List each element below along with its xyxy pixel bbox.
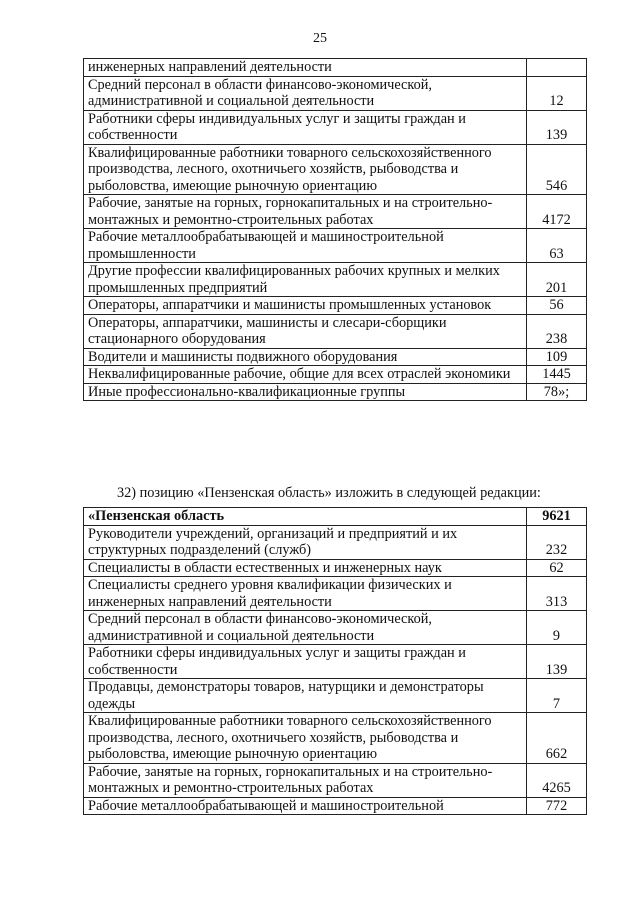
row-label: Неквалифицированные рабочие, общие для всех отраслей экономики <box>84 366 527 384</box>
amendment-paragraph: 32) позицию «Пензенская область» изложить в следующей редакции: <box>117 485 541 501</box>
region-name: «Пензенская область <box>84 508 527 526</box>
row-label: Специалисты среднего уровня квалификации физических и инженерных направлений деятельности <box>84 577 527 611</box>
table-row <box>84 263 587 297</box>
row-label: Квалифицированные работники товарного сельскохозяйственного производства, лесного, охотничьего хозяйств, рыбоводства и рыболовства, имеющие рыночную ориентацию <box>84 144 527 195</box>
row-value: 313 <box>527 577 587 611</box>
row-label: Работники сферы индивидуальных услуг и защиты граждан и собственности <box>84 110 527 144</box>
occupations-table-continued <box>83 58 587 401</box>
table-row <box>84 314 587 348</box>
row-label: Продавцы, демонстраторы товаров, натурщики и демонстраторы одежды <box>84 679 527 713</box>
table-row <box>84 383 587 401</box>
row-value: 139 <box>527 645 587 679</box>
table-row <box>84 645 587 679</box>
row-label: Операторы, аппаратчики и машинисты промышленных установок <box>84 297 527 315</box>
row-value: 232 <box>527 525 587 559</box>
row-label: Средний персонал в области финансово-экономической, административной и социальной деятельности <box>84 611 527 645</box>
table-row <box>84 577 587 611</box>
table-row <box>84 59 587 77</box>
row-label: Рабочие, занятые на горных, горнокапитальных и на строительно-монтажных и ремонтно-строительных работах <box>84 195 527 229</box>
row-value: 139 <box>527 110 587 144</box>
row-value: 78»; <box>527 383 587 401</box>
table-row <box>84 611 587 645</box>
row-label: Другие профессии квалифицированных рабочих крупных и мелких промышленных предприятий <box>84 263 527 297</box>
region-total: 9621 <box>527 508 587 526</box>
row-value: 1445 <box>527 366 587 384</box>
row-value: 62 <box>527 559 587 577</box>
row-value: 12 <box>527 76 587 110</box>
table-row <box>84 559 587 577</box>
row-label: Работники сферы индивидуальных услуг и защиты граждан и собственности <box>84 645 527 679</box>
row-label: Средний персонал в области финансово-экономической, административной и социальной деятельности <box>84 76 527 110</box>
row-label: Квалифицированные работники товарного сельскохозяйственного производства, лесного, охотничьего хозяйств, рыбоводства и рыболовства, имеющие рыночную ориентацию <box>84 713 527 764</box>
row-label: Руководители учреждений, организаций и предприятий и их структурных подразделений (служб) <box>84 525 527 559</box>
row-value: 238 <box>527 314 587 348</box>
row-value: 9 <box>527 611 587 645</box>
row-label: Рабочие металлообрабатывающей и машиностроительной <box>84 797 527 815</box>
row-value: 63 <box>527 229 587 263</box>
row-value: 201 <box>527 263 587 297</box>
row-label: Водители и машинисты подвижного оборудования <box>84 348 527 366</box>
table-row <box>84 297 587 315</box>
row-label: инженерных направлений деятельности <box>84 59 527 77</box>
table-row <box>84 679 587 713</box>
row-value: 772 <box>527 797 587 815</box>
table-row <box>84 713 587 764</box>
table-row <box>84 76 587 110</box>
table-header-row <box>84 508 587 526</box>
row-value: 4265 <box>527 763 587 797</box>
table-row <box>84 525 587 559</box>
table-row <box>84 144 587 195</box>
row-value <box>527 59 587 77</box>
table-row <box>84 110 587 144</box>
row-value: 56 <box>527 297 587 315</box>
row-label: Иные профессионально-квалификационные группы <box>84 383 527 401</box>
row-value: 662 <box>527 713 587 764</box>
page-number: 25 <box>313 31 327 46</box>
table-row <box>84 195 587 229</box>
penza-region-table <box>83 507 587 815</box>
row-label: Операторы, аппаратчики, машинисты и слесари-сборщики стационарного оборудования <box>84 314 527 348</box>
row-value: 7 <box>527 679 587 713</box>
table-row <box>84 366 587 384</box>
table-row <box>84 348 587 366</box>
row-value: 546 <box>527 144 587 195</box>
row-label: Специалисты в области естественных и инженерных наук <box>84 559 527 577</box>
row-label: Рабочие, занятые на горных, горнокапитальных и на строительно-монтажных и ремонтно-строительных работах <box>84 763 527 797</box>
table-row <box>84 229 587 263</box>
row-label: Рабочие металлообрабатывающей и машиностроительной промышленности <box>84 229 527 263</box>
table-row <box>84 797 587 815</box>
row-value: 109 <box>527 348 587 366</box>
table-row <box>84 763 587 797</box>
row-value: 4172 <box>527 195 587 229</box>
